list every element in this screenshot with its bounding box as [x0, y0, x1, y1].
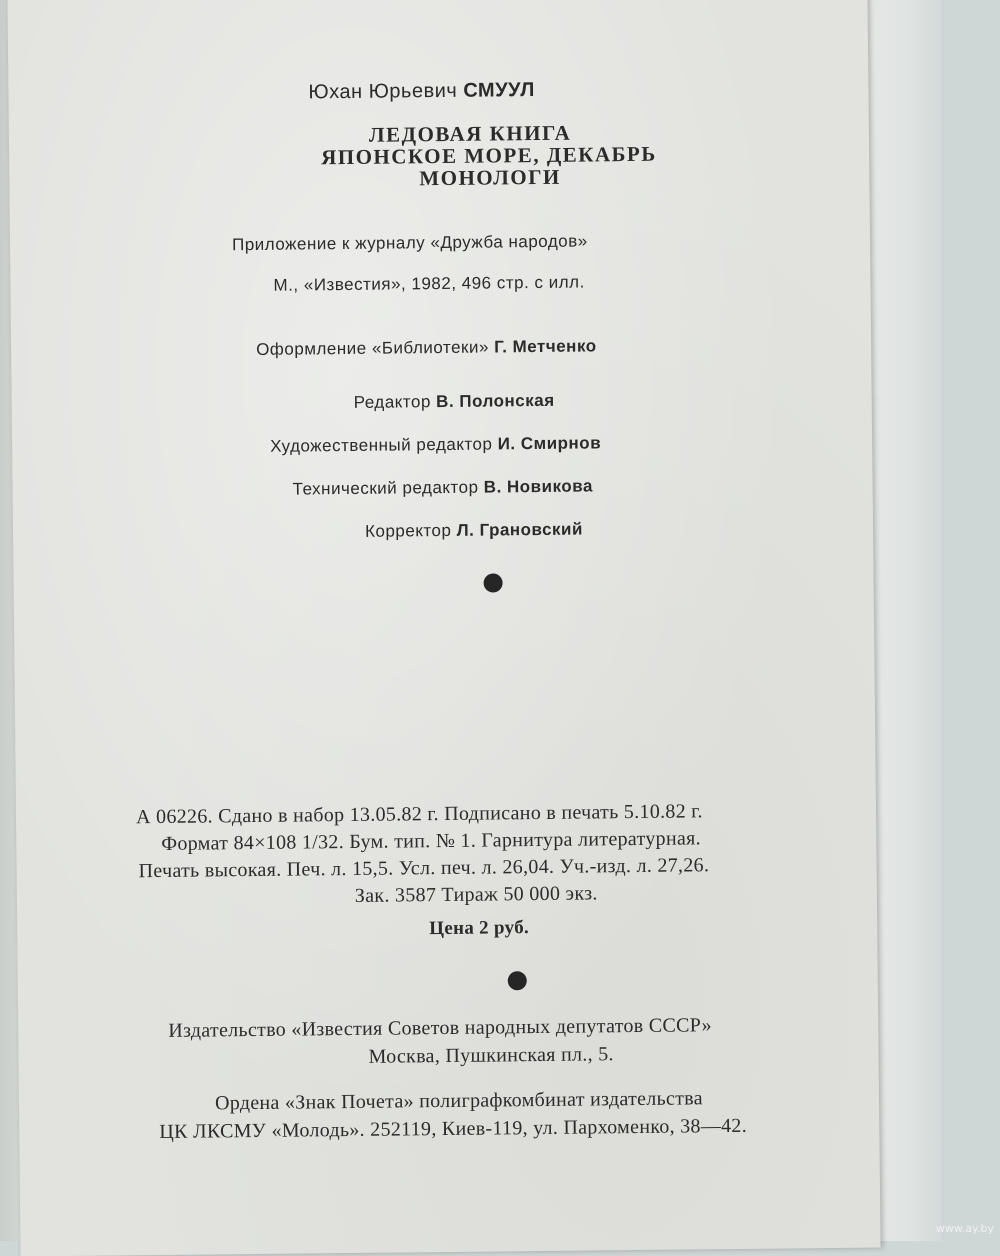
price-line: Цена 2 руб.	[429, 917, 530, 940]
printer-line-1: Ордена «Знак Почета» полиграфкомбинат издательства	[214, 1087, 703, 1115]
credit-editor	[354, 391, 555, 413]
imprint-line-1: А 06226. Сдано в набор 13.05.82 г. Подписано в печать 5.10.82 г.	[135, 800, 703, 829]
author-name: Юхан Юрьевич	[308, 79, 458, 104]
author-surname: СМУУЛ	[463, 79, 535, 102]
imprint-line-2: Формат 84×108 1/32. Бум. тип. № 1. Гарнитура литературная.	[161, 827, 701, 855]
credit-role: Технический редактор	[292, 477, 479, 499]
watermark: www.ay.by	[935, 1222, 994, 1235]
separator-dot-1	[484, 573, 503, 592]
author-line	[308, 79, 535, 104]
credit-person: В. Новикова	[483, 476, 593, 497]
credit-design	[256, 336, 597, 360]
credit-person: В. Полонская	[436, 390, 555, 412]
credit-person: Л. Грановский	[456, 519, 583, 540]
credit-proofreader	[365, 520, 583, 542]
printer-line-2: ЦК ЛКСМУ «Молодь». 252119, Киев-119, ул. Пархоменко, 38—42.	[159, 1114, 748, 1144]
book-page	[7, 0, 880, 1256]
credit-role: Корректор	[364, 520, 452, 541]
publisher-line-1: Издательство «Известия Советов народных депутатов СССР»	[168, 1014, 713, 1042]
imprint-line-3: Печать высокая. Печ. л. 15,5. Усл. печ. л. 26,04. Уч.-изд. л. 27,26.	[138, 854, 710, 883]
title-3: МОНОЛОГИ	[419, 164, 561, 191]
title-2: ЯПОНСКОЕ МОРЕ, ДЕКАБРЬ	[321, 141, 657, 170]
credit-role: Художественный редактор	[270, 434, 493, 456]
publication-line: М., «Известия», 1982, 496 стр. с илл.	[273, 272, 585, 295]
credit-person: Г. Метченко	[494, 336, 597, 357]
credit-art-editor	[270, 433, 601, 456]
publisher-line-2: Москва, Пушкинская пл., 5.	[368, 1043, 614, 1068]
supplement-line: Приложение к журналу «Дружба народов»	[231, 231, 588, 255]
credit-role: Редактор	[353, 392, 431, 412]
credit-person: И. Смирнов	[497, 433, 602, 454]
imprint-line-4: Зак. 3587 Тираж 50 000 экз.	[354, 882, 598, 907]
separator-dot-2	[508, 971, 527, 990]
credit-role: Оформление «Библиотеки»	[256, 337, 489, 359]
title-1: ЛЕДОВАЯ КНИГА	[368, 120, 572, 147]
credit-tech-editor	[293, 476, 593, 499]
